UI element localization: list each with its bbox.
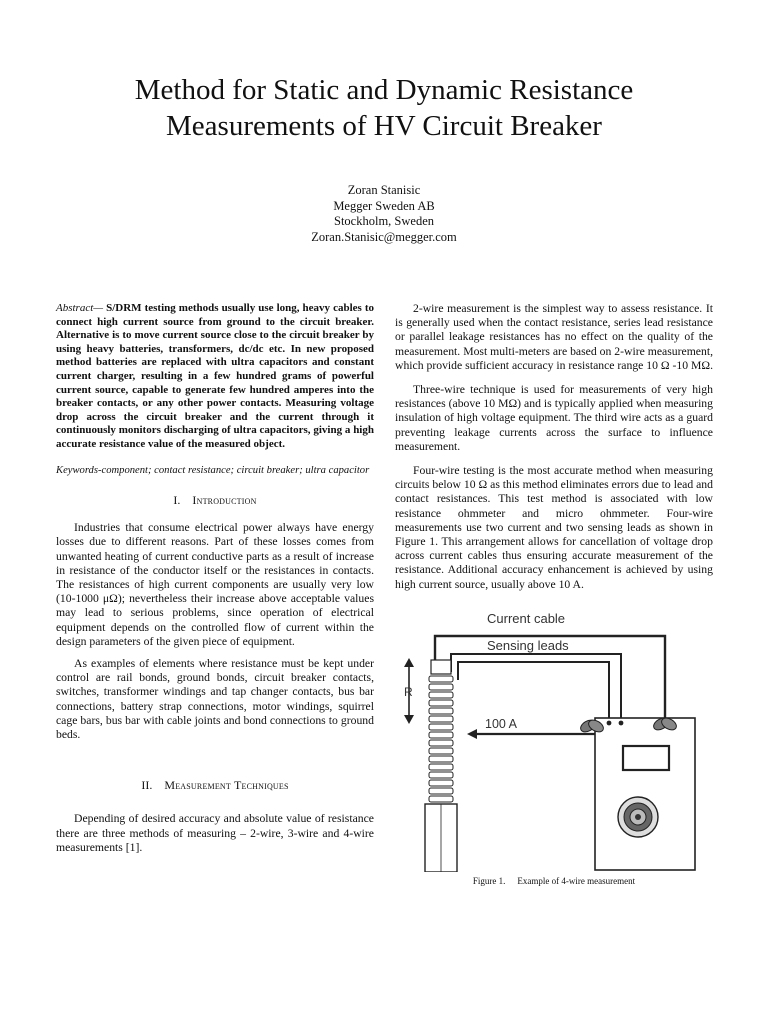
label-sensing-leads: Sensing leads [487, 637, 569, 653]
section-heading-measurement [56, 778, 374, 792]
current-arrow-icon [467, 729, 477, 739]
section-title: Measurement Techniques [164, 778, 289, 793]
section-number: I. [173, 492, 181, 507]
measurement-paragraph-1: Depending of desired accuracy and absolute value of resistance there are three methods of measuring – 2-wire, 3-wire and 4-wire measurements [1]. [56, 812, 374, 854]
arrow-up-icon [404, 658, 414, 667]
figure-1 [395, 610, 713, 890]
abstract [56, 302, 374, 452]
four-wire-diagram [395, 610, 713, 872]
circuit-breaker-bellows [425, 660, 457, 872]
selector-dial-icon [618, 797, 658, 837]
three-wire-paragraph: Three-wire technique is used for measurements of very high resistances (above 10 MΩ) and is typically applied when measuring insulation of high voltage equipment. The third wire acts as a guard preventing leakage currents across the surface to influence measurement. [395, 383, 713, 453]
author-org: Megger Sweden AB [333, 198, 435, 213]
intro-paragraph-2: As examples of elements where resistance must be kept under control are rail bonds, ground bonds, circuit breaker contacts, switches, transformer windings and tap changer contacts, bus bar connections, battery strap connections, motor windings, squirrel cage bars, bus bar with cable joints and bond connections to ground beds. [56, 656, 374, 741]
sensing-lead-wire-outer [451, 654, 621, 722]
section-title: Introduction [192, 492, 257, 507]
intro-paragraph-1: Industries that consume electrical power always have energy losses due to different reasons. Part of these losses comes from unwanted heating of current conductive parts as a result of increase in resistance of the conductor itself or the resistances in contacts. The resistances of high current components are usually very low (10-1000 μΩ); nevertheless their increase above acceptable values may lead to serious problems, since operation of electrical equipment depends on the controlled flow of current within the design parameters of the given piece of equipment. [56, 521, 374, 648]
title-line-2: Measurements of HV Circuit Breaker [166, 110, 602, 142]
four-wire-paragraph: Four-wire testing is the most accurate method when measuring circuits below 10 Ω as this method eliminates errors due to lead and contact resistances. This test method is associated with low resistance ohmmeter and micro ohmmeter. Four-wire measurements use two current and two sensing leads as shown in Figure 1. This arrangement allows for cancellation of voltage drop across current cables thus ensuring accurate measurement of the resistance. Additional accuracy enhancement is achieved by using high current source, usually above 10 A. [395, 464, 713, 591]
label-resistance: R [404, 684, 413, 699]
keywords: Keywords-component; contact resistance; circuit breaker; ultra capacitor [56, 464, 370, 476]
author-location: Stockholm, Sweden [334, 214, 434, 228]
micro-ohmmeter [579, 716, 695, 870]
two-wire-paragraph: 2-wire measurement is the simplest way to assess resistance. It is generally used when the contact resistance, series lead resistance or parallel leakage resistances has no effect on the quality of the measurement. Most multi-meters are based on 2-wire measurement, which provide sufficient accuracy in resistance range 10 Ω -10 MΩ. [395, 302, 713, 372]
figure-caption [395, 874, 713, 888]
abstract-label: Abstract— [56, 302, 104, 314]
caption-text: Example of 4-wire measurement [517, 875, 636, 886]
abstract-text: S/DRM testing methods usually use long, heavy cables to connect high current source from ground to the circuit breaker. Alternative is to move current source close to the circuit breaker by using heavy batteries, transformers, dc/dc etc. In new proposed method batteries are replaced with ultra capacitors and constant current charger, resulting in a few hundred grams of powerful current source, capable to generate few hundred amperes into the breaker contacts, or any other power contacts. Measuring voltage drop across the circuit breaker and the current through it continuously monitors discharging of ultra capacitors, giving a high accurate resistance value of the measured object. [56, 302, 374, 450]
arrow-down-icon [404, 715, 414, 724]
section-heading-introduction [56, 493, 374, 507]
meter-display [623, 746, 669, 770]
sensing-lead-wire-inner [458, 662, 609, 722]
author-name: Zoran Stanisic [347, 183, 421, 197]
label-current-cable: Current cable [487, 610, 566, 626]
left-column [56, 302, 374, 855]
author-email[interactable]: Zoran.Stanisic@megger.com [311, 229, 457, 244]
right-column [395, 302, 713, 890]
title-line-1: Method for Static and Dynamic Resistance [134, 74, 634, 106]
caption-number: Figure 1. [472, 875, 506, 886]
paper-title [60, 72, 708, 144]
label-current-value: 100 A [485, 716, 517, 731]
section-number: II. [141, 778, 153, 793]
author-block [134, 183, 634, 245]
